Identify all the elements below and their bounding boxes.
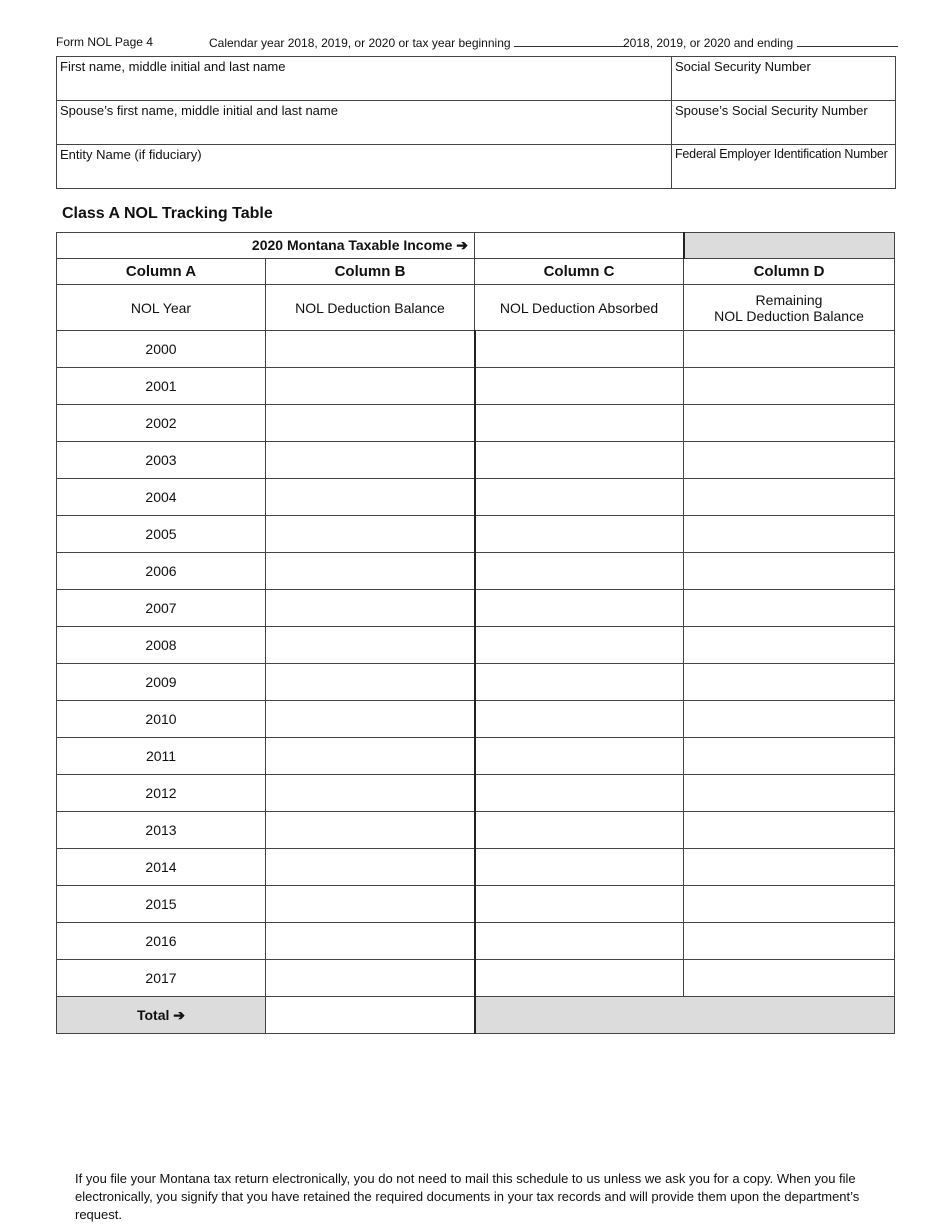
nol-year-cell: 2014 xyxy=(57,849,266,886)
column-c-input-cell[interactable] xyxy=(475,886,684,923)
total-label-text: Total xyxy=(136,1006,170,1023)
column-d-description-line1: Remaining xyxy=(755,291,823,308)
montana-taxable-income-field[interactable] xyxy=(475,233,684,259)
column-c-input-cell[interactable] xyxy=(475,701,684,738)
column-c-input-cell[interactable] xyxy=(475,368,684,405)
total-shaded-cell xyxy=(475,997,895,1034)
nol-tracking-table xyxy=(56,232,895,1034)
table-row xyxy=(57,849,895,886)
column-d-input-cell[interactable] xyxy=(684,590,895,627)
column-c-input-cell[interactable] xyxy=(475,738,684,775)
column-d-input-cell[interactable] xyxy=(684,479,895,516)
column-c-input-cell[interactable] xyxy=(475,923,684,960)
column-c-input-cell[interactable] xyxy=(475,590,684,627)
column-a-description: NOL Year xyxy=(57,285,266,331)
column-c-input-cell[interactable] xyxy=(475,405,684,442)
column-b-input-cell[interactable] xyxy=(266,701,475,738)
column-b-input-cell[interactable] xyxy=(266,368,475,405)
spouse-name-label: Spouse’s first name, middle initial and last name xyxy=(60,103,338,118)
nol-year-cell: 2004 xyxy=(57,479,266,516)
nol-year-cell: 2016 xyxy=(57,923,266,960)
column-c-input-cell[interactable] xyxy=(475,442,684,479)
column-b-input-cell[interactable] xyxy=(266,479,475,516)
column-d-input-cell[interactable] xyxy=(684,442,895,479)
column-d-input-cell[interactable] xyxy=(684,738,895,775)
column-d-input-cell[interactable] xyxy=(684,516,895,553)
page-header xyxy=(56,35,896,51)
taxpayer-id-table xyxy=(56,56,896,189)
column-c-description: NOL Deduction Absorbed xyxy=(475,285,684,331)
table-row xyxy=(57,590,895,627)
shaded-cell xyxy=(684,233,895,259)
fein-field[interactable] xyxy=(672,145,896,189)
column-b-input-cell[interactable] xyxy=(266,405,475,442)
column-b-input-cell[interactable] xyxy=(266,664,475,701)
column-d-input-cell[interactable] xyxy=(684,812,895,849)
column-c-input-cell[interactable] xyxy=(475,553,684,590)
tax-year-end-text: 2018, 2019, or 2020 and ending xyxy=(623,36,794,50)
column-d-input-cell[interactable] xyxy=(684,886,895,923)
column-d-description-line2: NOL Deduction Balance xyxy=(714,307,864,324)
table-row xyxy=(57,331,895,368)
spouse-ssn-label: Spouse’s Social Security Number xyxy=(675,103,868,118)
table-row xyxy=(57,368,895,405)
first-name-field[interactable] xyxy=(57,57,672,101)
column-c-input-cell[interactable] xyxy=(475,960,684,997)
tax-year-end-field[interactable] xyxy=(797,35,898,47)
column-d-input-cell[interactable] xyxy=(684,331,895,368)
column-d-input-cell[interactable] xyxy=(684,368,895,405)
tax-year-begin-field[interactable] xyxy=(514,35,627,47)
montana-taxable-income-label xyxy=(57,233,475,259)
nol-year-cell: 2017 xyxy=(57,960,266,997)
footer-note xyxy=(75,1170,885,1224)
right-arrow-icon: ➔ xyxy=(456,237,469,253)
column-c-input-cell[interactable] xyxy=(475,516,684,553)
nol-year-cell: 2009 xyxy=(57,664,266,701)
table-row xyxy=(57,701,895,738)
column-b-header: Column B xyxy=(266,259,475,285)
column-a-header: Column A xyxy=(57,259,266,285)
column-d-description xyxy=(684,285,895,331)
table-row xyxy=(57,886,895,923)
nol-year-cell: 2000 xyxy=(57,331,266,368)
column-d-input-cell[interactable] xyxy=(684,923,895,960)
nol-year-cell: 2010 xyxy=(57,701,266,738)
column-d-input-cell[interactable] xyxy=(684,627,895,664)
column-b-input-cell[interactable] xyxy=(266,553,475,590)
spouse-name-field[interactable] xyxy=(57,101,672,145)
spouse-ssn-field[interactable] xyxy=(672,101,896,145)
column-b-input-cell[interactable] xyxy=(266,627,475,664)
nol-year-cell: 2003 xyxy=(57,442,266,479)
table-row xyxy=(57,479,895,516)
entity-name-field[interactable] xyxy=(57,145,672,189)
column-b-input-cell[interactable] xyxy=(266,738,475,775)
table-row xyxy=(57,960,895,997)
table-row xyxy=(57,553,895,590)
column-d-input-cell[interactable] xyxy=(684,664,895,701)
tax-year-begin-label xyxy=(209,35,627,50)
column-d-input-cell[interactable] xyxy=(684,849,895,886)
table-row xyxy=(57,738,895,775)
nol-year-cell: 2007 xyxy=(57,590,266,627)
column-b-input-cell[interactable] xyxy=(266,960,475,997)
ssn-field[interactable] xyxy=(672,57,896,101)
income-label-text: 2020 Montana Taxable Income xyxy=(251,237,453,253)
footer-line-1: If you file your Montana tax return electronically, you do not need to mail this schedule to us unless we ask you for a copy. When you file xyxy=(75,1171,856,1186)
nol-year-cell: 2012 xyxy=(57,775,266,812)
column-d-input-cell[interactable] xyxy=(684,960,895,997)
nol-year-cell: 2001 xyxy=(57,368,266,405)
nol-year-cell: 2008 xyxy=(57,627,266,664)
column-d-input-cell[interactable] xyxy=(684,701,895,738)
column-b-input-cell[interactable] xyxy=(266,516,475,553)
column-b-input-cell[interactable] xyxy=(266,812,475,849)
column-c-header: Column C xyxy=(475,259,684,285)
table-row xyxy=(57,442,895,479)
first-name-label: First name, middle initial and last name xyxy=(60,59,286,74)
column-b-input-cell[interactable] xyxy=(266,442,475,479)
nol-year-cell: 2013 xyxy=(57,812,266,849)
column-b-input-cell[interactable] xyxy=(266,886,475,923)
entity-name-label: Entity Name (if fiduciary) xyxy=(60,147,202,162)
column-c-input-cell[interactable] xyxy=(475,331,684,368)
nol-year-cell: 2005 xyxy=(57,516,266,553)
table-row xyxy=(57,627,895,664)
column-c-input-cell[interactable] xyxy=(475,849,684,886)
nol-year-cell: 2006 xyxy=(57,553,266,590)
column-d-header: Column D xyxy=(684,259,895,285)
total-label xyxy=(57,997,266,1034)
column-b-input-cell[interactable] xyxy=(266,923,475,960)
column-d-input-cell[interactable] xyxy=(684,775,895,812)
tax-year-end-label xyxy=(623,35,898,50)
footer-line-2: electronically, you signify that you have retained the required documents in your tax records and will provide them upon the department’s request. xyxy=(75,1189,860,1222)
nol-year-cell: 2002 xyxy=(57,405,266,442)
column-b-input-cell[interactable] xyxy=(266,775,475,812)
column-d-input-cell[interactable] xyxy=(684,405,895,442)
column-c-input-cell[interactable] xyxy=(475,775,684,812)
right-arrow-icon: ➔ xyxy=(173,1006,186,1023)
column-c-input-cell[interactable] xyxy=(475,812,684,849)
table-row xyxy=(57,775,895,812)
table-row xyxy=(57,923,895,960)
nol-year-cell: 2015 xyxy=(57,886,266,923)
tax-year-begin-text: Calendar year 2018, 2019, or 2020 or tax year beginning xyxy=(209,36,511,50)
total-column-b-field[interactable] xyxy=(266,997,475,1034)
section-title: Class A NOL Tracking Table xyxy=(62,205,273,222)
column-c-input-cell[interactable] xyxy=(475,627,684,664)
ssn-label: Social Security Number xyxy=(675,59,811,74)
table-row xyxy=(57,664,895,701)
table-row xyxy=(57,405,895,442)
column-d-input-cell[interactable] xyxy=(684,553,895,590)
column-b-input-cell[interactable] xyxy=(266,849,475,886)
fein-label: Federal Employer Identification Number xyxy=(675,147,888,161)
table-row xyxy=(57,516,895,553)
column-b-description: NOL Deduction Balance xyxy=(266,285,475,331)
table-row xyxy=(57,812,895,849)
column-b-input-cell[interactable] xyxy=(266,590,475,627)
column-b-input-cell[interactable] xyxy=(266,331,475,368)
form-page-label: Form NOL Page 4 xyxy=(56,35,153,49)
nol-year-cell: 2011 xyxy=(57,738,266,775)
column-c-input-cell[interactable] xyxy=(475,664,684,701)
column-c-input-cell[interactable] xyxy=(475,479,684,516)
